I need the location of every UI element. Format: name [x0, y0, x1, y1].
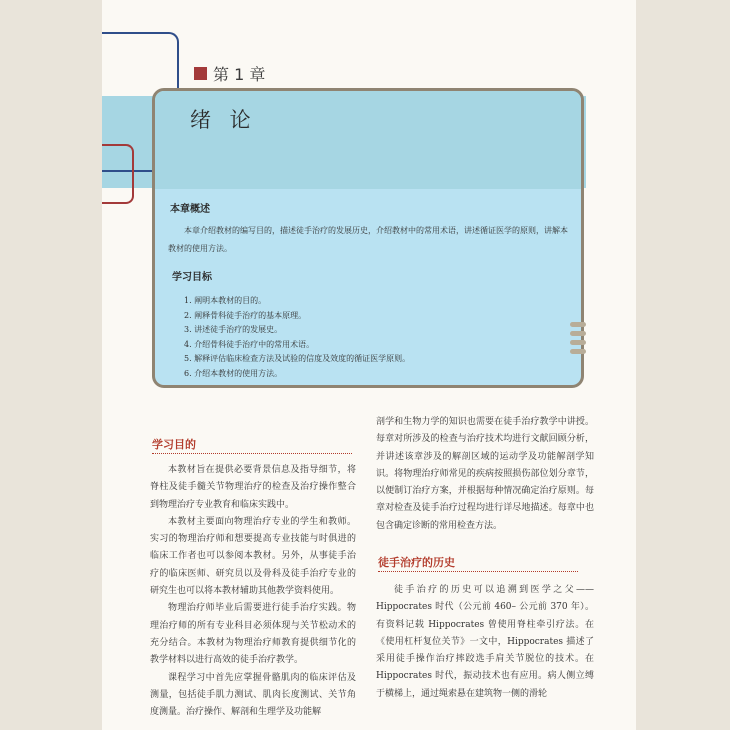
left-column-text [150, 462, 356, 721]
section-heading-purpose: 学习目的 [152, 436, 196, 452]
chapter-number: 第 1 章 [213, 65, 266, 84]
right-column-text-bottom [376, 582, 594, 703]
paragraph: 徒手治疗的历史可以追溯到医学之父——Hippocrates 时代（公元前 460– 公元前 370 年）。有资料记载 Hippocrates 曾使用脊柱牵引疗法。在《使用杠杆复位关节》一文中，Hippocrates 描述了采用徒手操作治疗摔跤选手肩关节脱位的技术。在 Hippocrates 时代，振动技术也有应用。病人侧立缚于横梯上，通过绳索悬在建筑物一侧的滑轮 [376, 585, 594, 699]
chapter-title: 绪 论 [190, 108, 257, 132]
overview-text: 本章介绍教材的编写目的，描述徒手治疗的发展历史，介绍教材中的常用术语，讲述循证医学的原则，讲解本教材的使用方法。 [168, 226, 568, 253]
paragraph: 课程学习中首先应掌握骨骼肌肉的临床评估及测量，包括徒手肌力测试、肌肉长度测试、关节角度测量。治疗操作、解剖和生理学及功能解 [150, 672, 356, 718]
overview-heading: 本章概述 [170, 204, 210, 215]
list-item: 1. 阐明本教材的目的。 [184, 296, 267, 305]
chapter-marker-icon [194, 67, 207, 80]
box-tab-decoration [570, 322, 586, 358]
paragraph: 本教材主要面向物理治疗专业的学生和教师。实习的物理治疗师和想要提高专业技能与时俱进的临床工作者也可以参阅本教材。另外，从事徒手治疗的临床医师、研究员以及骨科及徒手治疗专业的研究生也可以将本教材辅助其他教学资料使用。 [150, 516, 356, 597]
right-column-text-top [376, 414, 594, 535]
objectives-list [184, 294, 410, 382]
list-item: 5. 解释评估临床检查方法及试验的信度及效度的循证医学原则。 [184, 354, 411, 364]
decorative-frame-red [102, 144, 134, 204]
objectives-heading: 学习目标 [172, 272, 212, 283]
list-item: 3. 讲述徒手治疗的发展史。 [184, 325, 283, 335]
list-item: 4. 介绍骨科徒手治疗中的常用术语。 [184, 339, 315, 349]
section-heading-history: 徒手治疗的历史 [378, 554, 455, 570]
list-item: 6. 介绍本教材的使用方法。 [184, 368, 283, 378]
paragraph: 本教材旨在提供必要背景信息及指导细节，将脊柱及徒手髓关节物理治疗的检查及治疗操作整合到物理治疗专业教育和临床实践中。 [150, 465, 356, 510]
paragraph: 剖学和生物力学的知识也需要在徒手治疗教学中讲授。每章对所涉及的检查与治疗技术均进行文献回顾分析，并讲述该章涉及的解剖区域的运动学及功能解剖学知识。将物理治疗师常见的疾病按照损伤部位划分章节，以便制订治疗方案，并根据每种情况确定治疗原则。每章对检查及徒手治疗过程均进行详尽地描述。每章中也包含确定诊断的常用检查方法。 [376, 417, 594, 531]
paragraph: 物理治疗师毕业后需要进行徒手治疗实践。物理治疗师的所有专业科目必须体现与关节松动术的充分结合。本教材为物理治疗师教育提供细节化的教学材料以进行高效的徒手治疗教学。 [150, 603, 356, 666]
list-item: 2. 阐释骨科徒手治疗的基本原理。 [184, 310, 307, 320]
chapter-label [194, 62, 265, 85]
